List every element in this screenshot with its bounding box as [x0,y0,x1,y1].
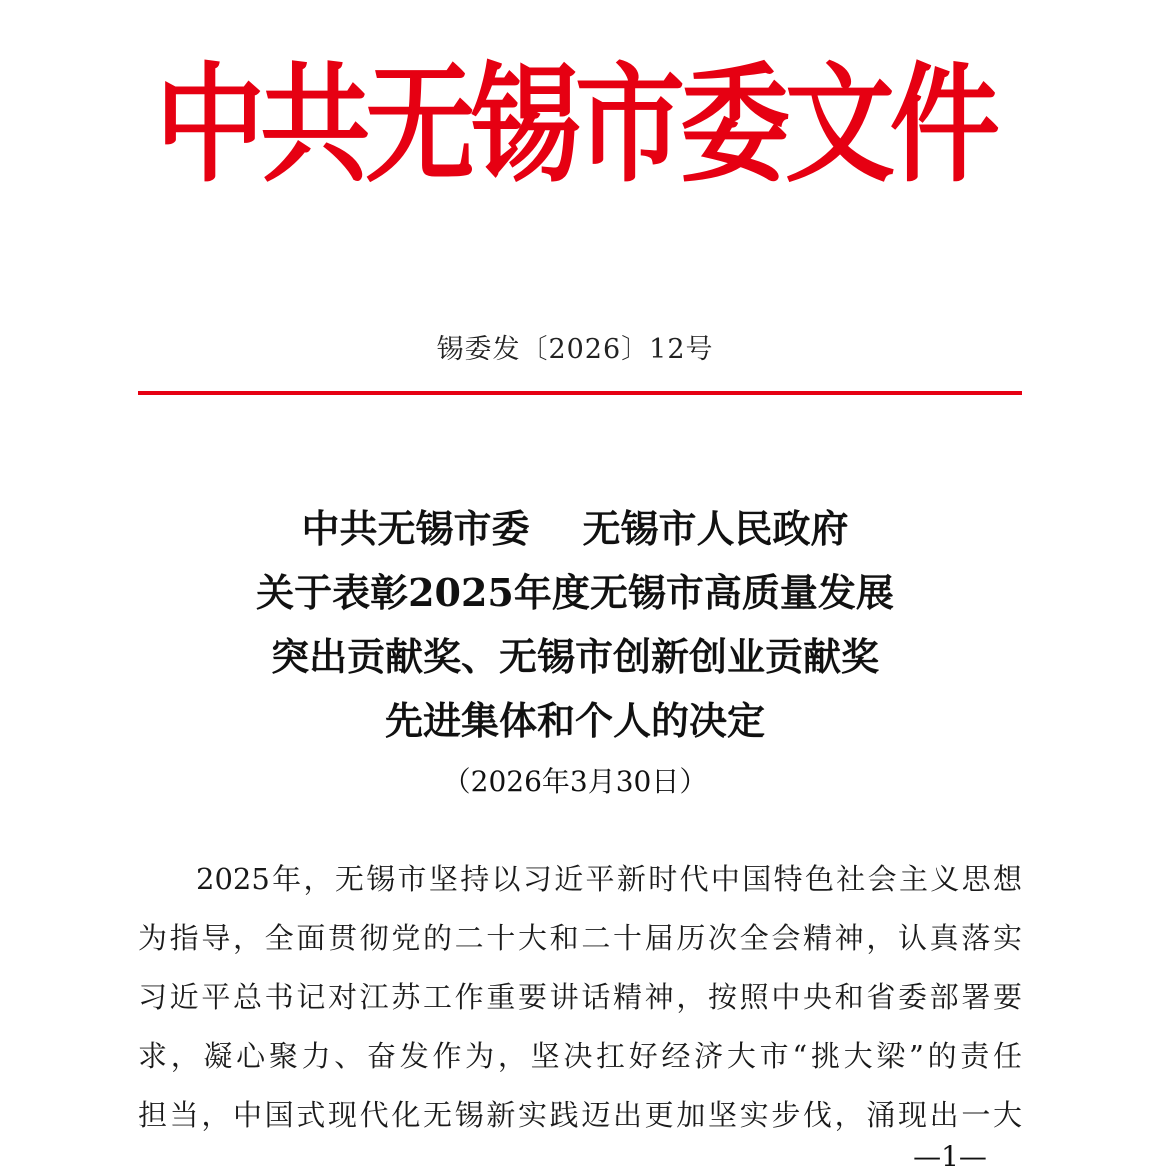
body-paragraph [138,850,1022,1145]
title-line-2: 关于表彰2025年度无锡市高质量发展 [256,570,894,615]
body-line-1: 2025年，无锡市坚持以习近平新时代中国特色社会主义思想 [196,862,1022,896]
body-line-3: 习近平总书记对江苏工作重要讲话精神，按照中央和省委部署要 [138,980,1022,1014]
title-line-4: 先进集体和个人的决定 [384,698,765,743]
title-line-3: 突出贡献奖、无锡市创新创业贡献奖 [270,634,879,679]
page-number: —1— [913,1140,987,1173]
body-line-2: 为指导，全面贯彻党的二十大和二十届历次全会精神，认真落实 [138,921,1022,955]
title-line-1: 中共无锡市委 无锡市人民政府 [301,506,849,551]
body-line-5: 担当，中国式现代化无锡新实践迈出更加坚实步伐，涌现出一大 [138,1098,1022,1132]
masthead-title: 中共无锡市委文件 [155,51,995,200]
document-number: 锡委发〔2026〕12号 [436,334,714,365]
decision-date: （2026年3月30日） [442,765,708,798]
decision-title [0,497,1150,753]
body-line-4: 求，凝心聚力、奋发作为，坚决扛好经济大市“挑大梁”的责任 [138,1039,1022,1073]
red-separator-rule [138,391,1022,395]
